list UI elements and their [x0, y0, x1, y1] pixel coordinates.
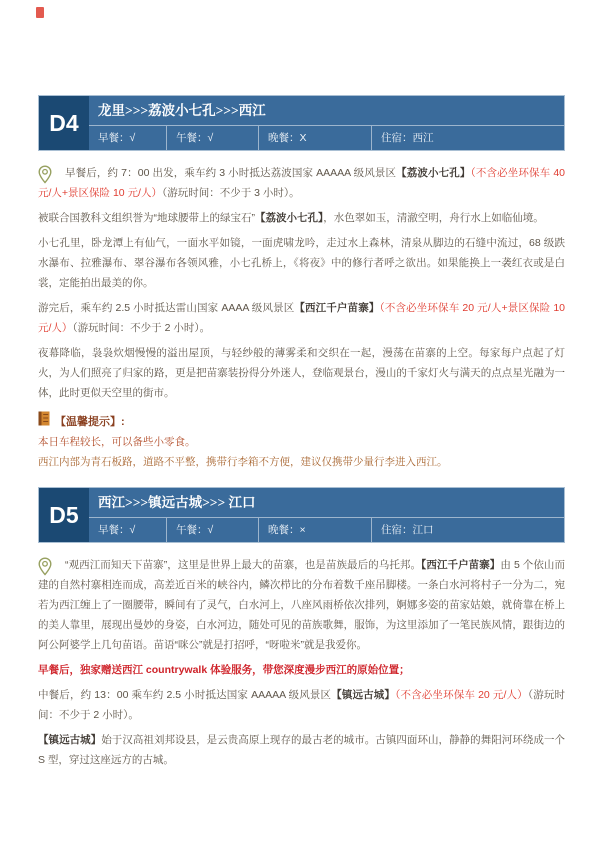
- location-pin-icon: [38, 165, 52, 191]
- day-meals-row: [89, 518, 564, 542]
- tips-label: 【温馨提示】:: [55, 416, 125, 428]
- meal-cell-dinner: 晚餐：×: [258, 518, 371, 542]
- d4-paragraph-morning: [38, 163, 565, 203]
- text-segment: 【镇远古城】: [38, 734, 102, 746]
- text-segment: （游玩时间：不少于 2 小时）。: [38, 689, 566, 721]
- text-segment: （不含必坐环保车 20 元/人+景区保险 10 元/人）: [38, 302, 566, 334]
- meal-cell-lunch: 午餐：√: [166, 518, 258, 542]
- text-segment: （游玩时间：不少于 3 小时）。: [161, 187, 300, 199]
- text-segment: 早餐后，约 7：00 出发，乘车约 3 小时抵达荔波国家 AAAAA 级风景区: [65, 167, 397, 179]
- document-content: [38, 95, 565, 775]
- text-segment: （不含必坐环保车 20 元/人）: [395, 689, 528, 701]
- text-segment: （不含必坐环保车 40 元/人+景区保险 10 元/人）: [38, 167, 565, 199]
- d4-paragraph-intro: [38, 208, 565, 228]
- meal-cell-breakfast: 早餐：√: [98, 524, 136, 536]
- tip-line-snacks: 本日车程较长，可以备些小零食。: [38, 436, 196, 448]
- tips-header: [38, 411, 565, 431]
- day-header-main: [89, 488, 564, 542]
- text-segment: 始于汉高祖刘邦设县，是云贵高原上现存的最古老的城市。古镇四面环山，静静的舞阳河环绕成一个 S 型，穿过这座远方的古城。: [38, 734, 566, 766]
- text-segment: “观西江而知天下苗寨”，这里是世界上最大的苗寨，也是苗族最后的乌托邦。: [65, 559, 422, 571]
- text-segment: 中餐后，约 13：00 乘车约 2.5 小时抵达国家 AAAAA 级风景区: [38, 689, 332, 701]
- d4-paragraph-afternoon: [38, 298, 565, 338]
- scroll-note-icon: [38, 411, 50, 431]
- day-header-main: [89, 96, 564, 150]
- text-segment: 【荔波小七孔】: [396, 167, 471, 179]
- day-number-badge: D4: [39, 96, 89, 150]
- text-segment: 小七孔里，卧龙潭上有仙气，一面水平如镜，一面虎啸龙吟，走过水上森林，清泉从脚边的石缝中流过，68 级跌水瀑布、拉雅瀑布、翠谷瀑布各领风雅，小七孔桥上，《将夜》中的修行者呼之欲出。如果能换上一袭红衣或是白裳，定能拍出最美的你。: [38, 237, 565, 289]
- text-segment: 【西江千户苗寨】: [421, 559, 501, 571]
- text-segment: 早餐后，独家赠送西江 countrywalk 体验服务，带您深度漫步西江的原始位置；: [38, 664, 410, 676]
- d5-paragraph-miaozhai: [38, 555, 565, 655]
- text-segment: 游完后，乘车约 2.5 小时抵达雷山国家 AAAA 级风景区: [38, 302, 295, 314]
- day-header-d4: [38, 95, 565, 151]
- d4-paragraph-scenery: [38, 233, 565, 293]
- text-segment: ，水色翠如玉，清澈空明，舟行水上如临仙境。: [323, 212, 544, 224]
- text-segment: 被联合国教科文组织誉为“地球腰带上的绿宝石”: [38, 212, 255, 224]
- meal-cell-lodging: 住宿：江口: [371, 518, 564, 542]
- day-header-d5: [38, 487, 565, 543]
- text-segment: 夜幕降临，袅袅炊烟慢慢的溢出屋顶，与轻纱般的薄雾柔和交织在一起，漫荡在苗寨的上空。每家每户点起了灯火，为人们照亮了归家的路，更是把苗寨装扮得分外迷人，登临观景台，漫山的千家灯火与满天的点点星光融为一体，此时更似天空里的街市。: [38, 347, 565, 399]
- day-route-title: 西江>>>镇远古城>>> 江口: [89, 488, 564, 518]
- meal-cell-dinner: 晚餐：X: [258, 126, 371, 150]
- text-segment: 【荔波小七孔】: [255, 212, 324, 224]
- text-segment: 【镇远古城】: [331, 689, 396, 701]
- text-segment: 由 5 个依山而建的自然村寨相连而成，高差近百米的峡谷内，鳞次栉比的分布着数千座吊脚楼。一条白水河将村子一分为二，宛若为西江缠上了一圈腰带，瞬间有了灵气，白水河上，八座风雨桥依次排列，婀娜多姿的苗家姑娘，就倚靠在桥上的美人靠里，展现出曼妙的身姿，白水河边，随处可见的苗族歌舞，服饰，为这里添加了一笔民族风情，跟街边的阿公阿婆学上几句苗语。苗语“咪公”就是打招呼，“呀啦米”就是我爱你。: [38, 559, 566, 651]
- text-segment: 【西江千户苗寨】: [294, 302, 380, 314]
- day-route-title: 龙里>>>荔波小七孔>>>西江: [89, 96, 564, 126]
- d5-paragraph-countrywalk: [38, 660, 565, 680]
- red-corner-mark: [36, 7, 44, 18]
- location-pin-icon: [38, 557, 52, 583]
- day-meals-row: [89, 126, 564, 150]
- d4-paragraph-night: [38, 343, 565, 403]
- day-number-badge: D5: [39, 488, 89, 542]
- text-segment: （游玩时间：不少于 2 小时）。: [72, 322, 211, 334]
- meal-cell-lodging: 住宿：西江: [371, 126, 564, 150]
- meal-cell-lunch: 午餐：√: [166, 126, 258, 150]
- d5-paragraph-zhenyuan-intro: [38, 730, 565, 770]
- meal-cell-breakfast: 早餐：√: [98, 132, 136, 144]
- d5-paragraph-zhenyuan-arrival: [38, 685, 565, 725]
- tip-line-luggage: 西江内部为青石板路，道路不平整，携带行李箱不方便，建议仅携带少量行李进入西江。: [38, 456, 448, 468]
